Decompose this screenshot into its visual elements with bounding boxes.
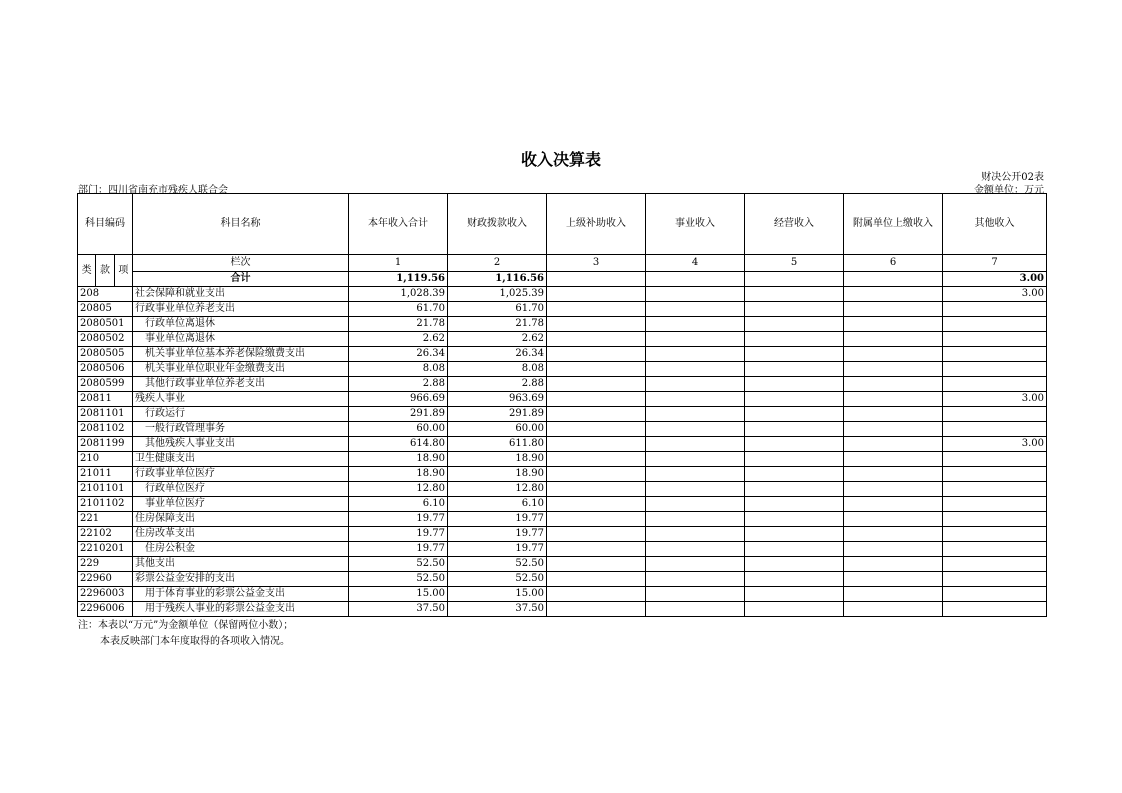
row-code: 20811 [78, 392, 133, 407]
row-business [646, 302, 745, 317]
table-row [78, 422, 1047, 437]
table-row [78, 377, 1047, 392]
row-code: 22960 [78, 572, 133, 587]
row-operating [745, 572, 844, 587]
table-row [78, 572, 1047, 587]
row-affiliated [844, 467, 943, 482]
column-number-row [78, 255, 1047, 272]
row-total: 12.80 [349, 482, 448, 497]
row-business [646, 602, 745, 617]
row-other [943, 422, 1047, 437]
row-affiliated [844, 527, 943, 542]
table-row [78, 302, 1047, 317]
header-fiscal: 财政拨款收入 [448, 194, 547, 255]
total-business [646, 271, 745, 286]
row-other [943, 347, 1047, 362]
row-total: 52.50 [349, 572, 448, 587]
col-number-5: 5 [745, 255, 844, 272]
row-other [943, 497, 1047, 512]
row-business [646, 572, 745, 587]
row-total: 19.77 [349, 512, 448, 527]
row-other [943, 377, 1047, 392]
row-fiscal: 26.34 [448, 347, 547, 362]
row-fiscal: 52.50 [448, 557, 547, 572]
header-business: 事业收入 [646, 194, 745, 255]
row-affiliated [844, 452, 943, 467]
row-operating [745, 407, 844, 422]
header-code: 科目编码 [78, 194, 133, 255]
row-code: 2296006 [78, 602, 133, 617]
row-affiliated [844, 602, 943, 617]
table-row [78, 437, 1047, 452]
row-operating [745, 542, 844, 557]
row-code: 2080505 [78, 347, 133, 362]
row-other [943, 302, 1047, 317]
row-fiscal: 19.77 [448, 512, 547, 527]
column-row-label: 栏次 [133, 255, 349, 272]
row-business [646, 437, 745, 452]
department-label: 部门：四川省南充市残疾人联合会 [78, 185, 228, 196]
row-code: 2101102 [78, 497, 133, 512]
col-number-2: 2 [448, 255, 547, 272]
total-label: 合计 [133, 271, 349, 286]
row-superior [547, 497, 646, 512]
table-body [78, 194, 1047, 617]
header-superior: 上级补助收入 [547, 194, 646, 255]
total-fiscal: 1,116.56 [448, 271, 547, 286]
row-fiscal: 2.62 [448, 332, 547, 347]
row-affiliated [844, 542, 943, 557]
table-row [78, 527, 1047, 542]
row-total: 52.50 [349, 557, 448, 572]
row-fiscal: 19.77 [448, 527, 547, 542]
row-business [646, 587, 745, 602]
header-other: 其他收入 [943, 194, 1047, 255]
row-business [646, 317, 745, 332]
note-line-1: 注：本表以“万元”为金额单位（保留两位小数）； [78, 620, 294, 631]
row-affiliated [844, 317, 943, 332]
row-fiscal: 52.50 [448, 572, 547, 587]
row-code: 21011 [78, 467, 133, 482]
row-superior [547, 407, 646, 422]
row-total: 2.62 [349, 332, 448, 347]
row-operating [745, 527, 844, 542]
row-fiscal: 291.89 [448, 407, 547, 422]
row-superior [547, 347, 646, 362]
row-other [943, 482, 1047, 497]
row-business [646, 332, 745, 347]
row-other: 3.00 [943, 437, 1047, 452]
row-superior [547, 362, 646, 377]
row-fiscal: 15.00 [448, 587, 547, 602]
row-operating [745, 557, 844, 572]
row-total: 21.78 [349, 317, 448, 332]
table-row [78, 602, 1047, 617]
row-total: 966.69 [349, 392, 448, 407]
row-superior [547, 452, 646, 467]
table-row [78, 317, 1047, 332]
income-table [77, 193, 1047, 617]
row-other [943, 572, 1047, 587]
table-row [78, 467, 1047, 482]
row-operating [745, 422, 844, 437]
row-business [646, 362, 745, 377]
row-total: 15.00 [349, 587, 448, 602]
row-affiliated [844, 377, 943, 392]
row-affiliated [844, 572, 943, 587]
row-affiliated [844, 497, 943, 512]
row-other [943, 527, 1047, 542]
row-total: 19.77 [349, 527, 448, 542]
header-name: 科目名称 [133, 194, 349, 255]
row-name: 行政单位医疗 [133, 482, 349, 497]
row-code: 2080599 [78, 377, 133, 392]
row-fiscal: 37.50 [448, 602, 547, 617]
row-operating [745, 377, 844, 392]
row-name: 其他支出 [133, 557, 349, 572]
row-affiliated [844, 392, 943, 407]
row-total: 1,028.39 [349, 287, 448, 302]
row-business [646, 512, 745, 527]
row-fiscal: 8.08 [448, 362, 547, 377]
row-name: 一般行政管理事务 [133, 422, 349, 437]
row-name: 行政单位离退休 [133, 317, 349, 332]
row-affiliated [844, 512, 943, 527]
row-superior [547, 482, 646, 497]
page-title: 收入决算表 [520, 150, 601, 169]
row-business [646, 527, 745, 542]
row-business [646, 377, 745, 392]
row-fiscal: 611.80 [448, 437, 547, 452]
row-superior [547, 377, 646, 392]
row-total: 37.50 [349, 602, 448, 617]
row-operating [745, 332, 844, 347]
row-affiliated [844, 347, 943, 362]
col-number-3: 3 [547, 255, 646, 272]
row-fiscal: 18.90 [448, 467, 547, 482]
row-total: 18.90 [349, 452, 448, 467]
total-operating [745, 271, 844, 286]
level-labels-cell [78, 255, 133, 287]
row-operating [745, 302, 844, 317]
row-code: 2081102 [78, 422, 133, 437]
row-fiscal: 18.90 [448, 452, 547, 467]
row-affiliated [844, 587, 943, 602]
total-other: 3.00 [943, 271, 1047, 286]
row-business [646, 542, 745, 557]
row-total: 2.88 [349, 377, 448, 392]
row-total: 60.00 [349, 422, 448, 437]
row-fiscal: 963.69 [448, 392, 547, 407]
total-superior [547, 271, 646, 286]
row-superior [547, 422, 646, 437]
row-operating [745, 497, 844, 512]
row-fiscal: 12.80 [448, 482, 547, 497]
row-total: 61.70 [349, 302, 448, 317]
note-line-2: 本表反映部门本年度取得的各项收入情况。 [100, 636, 290, 647]
row-operating [745, 347, 844, 362]
row-business [646, 287, 745, 302]
row-total: 18.90 [349, 467, 448, 482]
row-other: 3.00 [943, 392, 1047, 407]
row-business [646, 392, 745, 407]
row-name: 彩票公益金安排的支出 [133, 572, 349, 587]
row-code: 2081199 [78, 437, 133, 452]
row-name: 行政事业单位医疗 [133, 467, 349, 482]
header-total: 本年收入合计 [349, 194, 448, 255]
row-fiscal: 2.88 [448, 377, 547, 392]
row-operating [745, 317, 844, 332]
row-name: 住房改革支出 [133, 527, 349, 542]
row-other: 3.00 [943, 287, 1047, 302]
row-business [646, 497, 745, 512]
row-code: 22102 [78, 527, 133, 542]
row-operating [745, 452, 844, 467]
row-code: 2080502 [78, 332, 133, 347]
row-name: 事业单位医疗 [133, 497, 349, 512]
level-label-xiang: 项 [118, 265, 129, 276]
table-row [78, 332, 1047, 347]
row-affiliated [844, 422, 943, 437]
row-business [646, 452, 745, 467]
row-other [943, 557, 1047, 572]
table-row [78, 407, 1047, 422]
row-superior [547, 287, 646, 302]
row-superior [547, 557, 646, 572]
row-superior [547, 392, 646, 407]
row-name: 住房公积金 [133, 542, 349, 557]
row-name: 行政运行 [133, 407, 349, 422]
form-number: 财决公开02表 [981, 172, 1044, 183]
row-other [943, 512, 1047, 527]
row-affiliated [844, 362, 943, 377]
row-superior [547, 572, 646, 587]
row-fiscal: 61.70 [448, 302, 547, 317]
row-other [943, 587, 1047, 602]
row-name: 机关事业单位职业年金缴费支出 [133, 362, 349, 377]
row-name: 社会保障和就业支出 [133, 287, 349, 302]
row-name: 其他残疾人事业支出 [133, 437, 349, 452]
row-code: 2080501 [78, 317, 133, 332]
row-other [943, 452, 1047, 467]
row-fiscal: 21.78 [448, 317, 547, 332]
notes [78, 618, 293, 650]
row-name: 用于体育事业的彩票公益金支出 [133, 587, 349, 602]
row-code: 221 [78, 512, 133, 527]
row-superior [547, 542, 646, 557]
row-superior [547, 302, 646, 317]
header-operating: 经营收入 [745, 194, 844, 255]
row-code: 2296003 [78, 587, 133, 602]
row-other [943, 467, 1047, 482]
row-operating [745, 362, 844, 377]
row-name: 住房保障支出 [133, 512, 349, 527]
row-code: 2210201 [78, 542, 133, 557]
row-affiliated [844, 332, 943, 347]
row-affiliated [844, 302, 943, 317]
row-affiliated [844, 407, 943, 422]
row-code: 210 [78, 452, 133, 467]
table-row [78, 482, 1047, 497]
row-name: 卫生健康支出 [133, 452, 349, 467]
row-fiscal: 6.10 [448, 497, 547, 512]
row-operating [745, 467, 844, 482]
row-name: 事业单位离退休 [133, 332, 349, 347]
row-business [646, 482, 745, 497]
header-affiliated: 附属单位上缴收入 [844, 194, 943, 255]
level-label-kuan: 款 [96, 255, 114, 286]
row-name: 行政事业单位养老支出 [133, 302, 349, 317]
row-total: 291.89 [349, 407, 448, 422]
row-other [943, 407, 1047, 422]
col-number-7: 7 [943, 255, 1047, 272]
row-superior [547, 332, 646, 347]
header-row [78, 194, 1047, 255]
row-fiscal: 1,025.39 [448, 287, 547, 302]
row-code: 20805 [78, 302, 133, 317]
row-operating [745, 512, 844, 527]
row-business [646, 407, 745, 422]
row-operating [745, 437, 844, 452]
table-row [78, 587, 1047, 602]
row-affiliated [844, 437, 943, 452]
table-row [78, 512, 1047, 527]
col-number-1: 1 [349, 255, 448, 272]
row-business [646, 467, 745, 482]
row-name: 残疾人事业 [133, 392, 349, 407]
row-total: 26.34 [349, 347, 448, 362]
table-row [78, 362, 1047, 377]
level-label-lei: 类 [78, 255, 96, 286]
row-affiliated [844, 557, 943, 572]
row-other [943, 317, 1047, 332]
row-superior [547, 317, 646, 332]
row-business [646, 557, 745, 572]
row-name: 其他行政事业单位养老支出 [133, 377, 349, 392]
row-total: 614.80 [349, 437, 448, 452]
row-superior [547, 527, 646, 542]
row-name: 用于残疾人事业的彩票公益金支出 [133, 602, 349, 617]
row-superior [547, 587, 646, 602]
row-total: 19.77 [349, 542, 448, 557]
row-business [646, 347, 745, 362]
table-row [78, 287, 1047, 302]
row-code: 208 [78, 287, 133, 302]
total-affiliated [844, 271, 943, 286]
col-number-4: 4 [646, 255, 745, 272]
row-other [943, 542, 1047, 557]
row-code: 2080506 [78, 362, 133, 377]
row-operating [745, 602, 844, 617]
row-operating [745, 482, 844, 497]
amount-unit-label: 金额单位：万元 [974, 185, 1044, 196]
row-fiscal: 19.77 [448, 542, 547, 557]
row-other [943, 602, 1047, 617]
row-fiscal: 60.00 [448, 422, 547, 437]
row-superior [547, 437, 646, 452]
table-row [78, 347, 1047, 362]
table-row [78, 497, 1047, 512]
row-operating [745, 287, 844, 302]
row-operating [745, 587, 844, 602]
total-income: 1,119.56 [349, 271, 448, 286]
row-operating [745, 392, 844, 407]
row-other [943, 362, 1047, 377]
table-row [78, 542, 1047, 557]
row-code: 2081101 [78, 407, 133, 422]
table-row [78, 557, 1047, 572]
row-affiliated [844, 482, 943, 497]
col-number-6: 6 [844, 255, 943, 272]
total-row [78, 271, 1047, 286]
row-superior [547, 512, 646, 527]
table-row [78, 392, 1047, 407]
row-affiliated [844, 287, 943, 302]
row-total: 8.08 [349, 362, 448, 377]
row-business [646, 422, 745, 437]
row-other [943, 332, 1047, 347]
row-code: 2101101 [78, 482, 133, 497]
row-superior [547, 467, 646, 482]
table-row [78, 452, 1047, 467]
row-code: 229 [78, 557, 133, 572]
row-name: 机关事业单位基本养老保险缴费支出 [133, 347, 349, 362]
row-superior [547, 602, 646, 617]
row-total: 6.10 [349, 497, 448, 512]
